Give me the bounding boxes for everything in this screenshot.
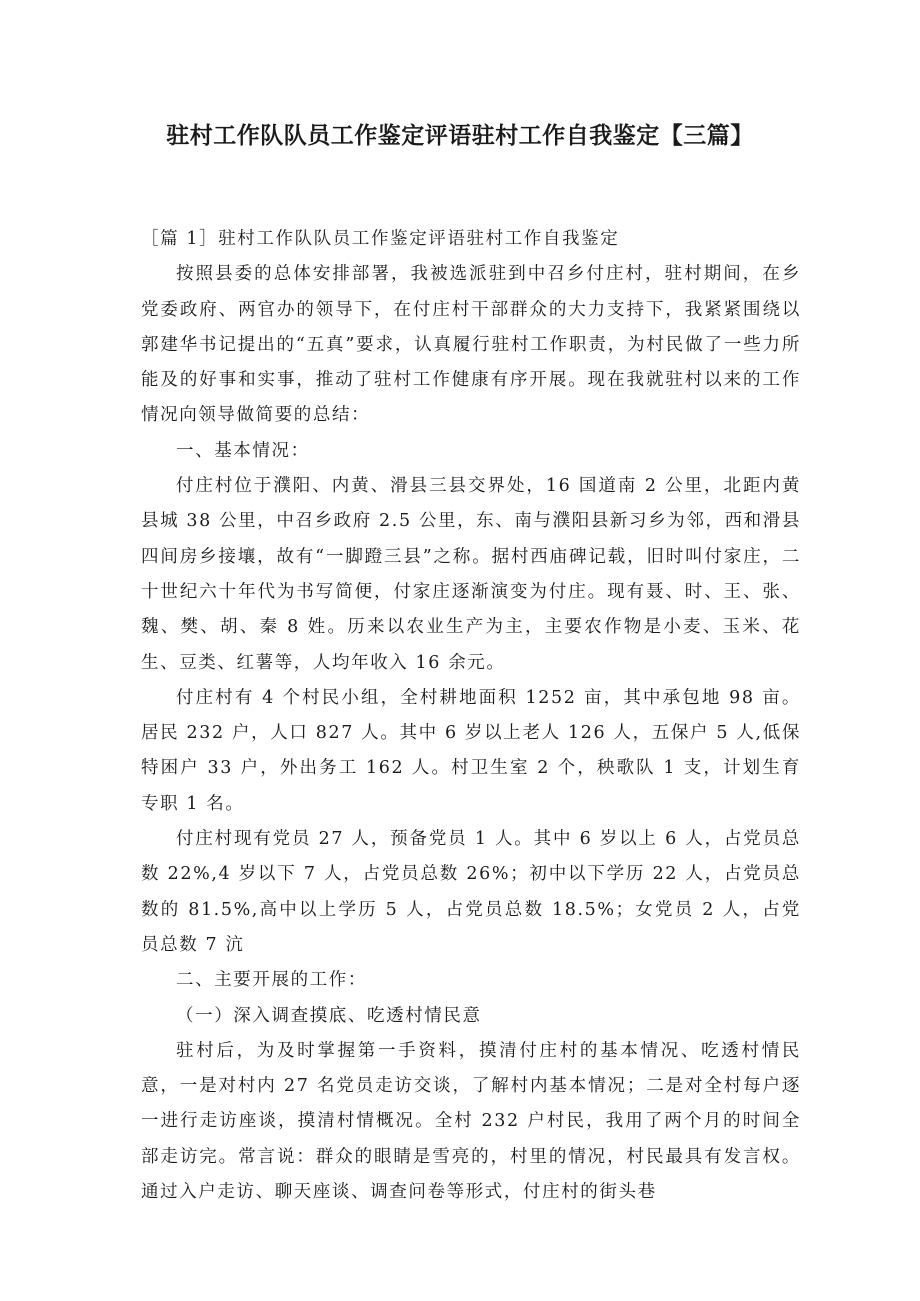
- subheading-main-work: 二、主要开展的工作：: [176, 970, 367, 991]
- section-heading: ［篇 1］驻村工作队队员工作鉴定评语驻村工作自我鉴定: [141, 229, 620, 249]
- intro-paragraph: 按照县委的总体安排部署，我被选派驻到中召乡付庄村，驻村期间，在乡党委政府、两官办的领导下，在付庄村干部群众的大力支持下，我紧紧围绕以郭建华书记提出的“五真”要求，认真履行驻村工作职责，为村民做了一些力所能及的好事和实事，推动了驻村工作健康有序开展。现在我就驻村以来的工作情况向领导做简要的总结：: [141, 264, 801, 426]
- subheading-investigation: （一）深入调查摸底、吃透村情民意: [176, 1005, 482, 1026]
- document-title: 驻村工作队队员工作鉴定评语驻村工作自我鉴定【三篇】: [166, 123, 754, 149]
- paragraph-party-members: 付庄村现有党员 27 人，预备党员 1 人。其中 6 岁以上 6 人，占党员总数 22%,4 岁以下 7 人，占党员总数 26%；初中以下学历 22 人，占党员总数的 81.5%,高中以上学历 5 人，占党员总数 18.5%；女党员 2 人，占党员总数 7 沆: [141, 829, 801, 955]
- subheading-basic-situation: 一、基本情况：: [176, 440, 310, 461]
- paragraph-village-location: 付庄村位于濮阳、内黄、滑县三县交界处，16 国道南 2 公里，北距内黄县城 38 公里，中召乡政府 2.5 公里，东、南与濮阳县新习乡为邻，西和滑县四间房乡接壤，故有“一脚蹬三县”之称。据村西庙碑记载，旧时叫付家庄，二十世纪六十年代为书写简便，付家庄逐渐演变为付庄。现有聂、时、王、张、魏、樊、胡、秦 8 姓。历来以农业生产为主，主要农作物是小麦、玉米、花生、豆类、红薯等，人均年收入 16 余元。: [141, 476, 801, 673]
- document-body: [141, 222, 801, 1210]
- paragraph-village-population: 付庄村有 4 个村民小组，全村耕地面积 1252 亩，其中承包地 98 亩。居民 232 户，人口 827 人。其中 6 岁以上老人 126 人，五保户 5 人,低保特困户 33 户，外出务工 162 人。村卫生室 2 个，秧歌队 1 支，计划生育专职 1 名。: [141, 687, 801, 814]
- paragraph-investigation: 驻村后，为及时掌握第一手资料，摸清付庄村的基本情况、吃透村情民意，一是对村内 27 名党员走访交谈，了解村内基本情况；二是对全村每户逐一进行走访座谈，摸清村情概况。全村 232 户村民，我用了两个月的时间全部走访完。常言说：群众的眼睛是雪亮的，村里的情况，村民最具有发言权。通过入户走访、聊天座谈、调查问卷等形式，付庄村的街头巷: [141, 1040, 801, 1203]
